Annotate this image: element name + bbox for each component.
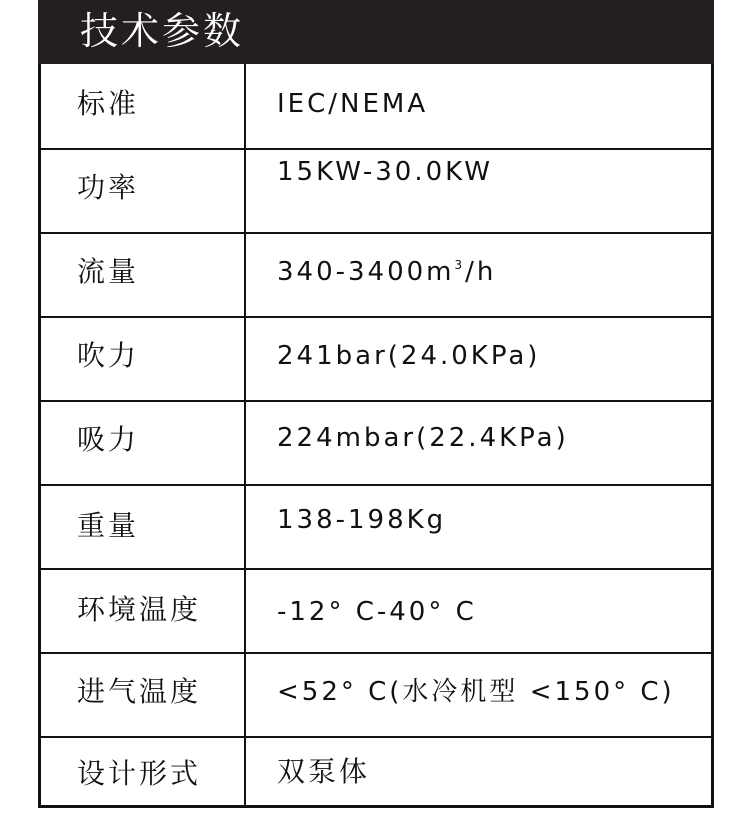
spec-value: <52° C(水冷机型 <150° C) xyxy=(277,677,675,707)
spec-value xyxy=(277,254,496,290)
spec-label: 重量 xyxy=(77,509,140,542)
spec-row-weight xyxy=(41,484,711,568)
spec-value: -12° C-40° C xyxy=(277,597,477,627)
spec-value: 双泵体 xyxy=(277,755,371,788)
spec-row-power xyxy=(41,148,711,232)
spec-value: 138-198Kg xyxy=(277,505,447,535)
spec-row-flow xyxy=(41,232,711,316)
spec-row-ambient-temperature xyxy=(41,568,711,652)
section-title: 技术参数 xyxy=(80,9,245,53)
spec-row-suction xyxy=(41,400,711,484)
spec-value: 224mbar(22.4KPa) xyxy=(277,423,569,453)
spec-value: 15KW-30.0KW xyxy=(277,157,493,187)
spec-label: 进气温度 xyxy=(77,675,202,708)
section-header xyxy=(38,0,714,64)
spec-label: 标准 xyxy=(77,87,140,120)
spec-label: 环境温度 xyxy=(77,593,202,626)
spec-value: IEC/NEMA xyxy=(277,89,429,119)
spec-row-design-type xyxy=(41,736,711,805)
spec-value: 241bar(24.0KPa) xyxy=(277,341,541,371)
spec-row-blow-pressure xyxy=(41,316,711,400)
spec-row-standard xyxy=(41,64,711,148)
spec-label: 吸力 xyxy=(77,423,140,456)
spec-table xyxy=(38,64,714,808)
spec-row-inlet-temperature xyxy=(41,652,711,736)
spec-label: 吹力 xyxy=(77,339,140,372)
spec-label: 流量 xyxy=(77,255,140,288)
flow-value-main: 340-3400m xyxy=(277,257,455,287)
flow-value-unit: /h xyxy=(465,257,497,287)
spec-label: 设计形式 xyxy=(77,757,202,790)
flow-value-superscript: 3 xyxy=(454,258,466,272)
spec-label: 功率 xyxy=(77,171,140,204)
